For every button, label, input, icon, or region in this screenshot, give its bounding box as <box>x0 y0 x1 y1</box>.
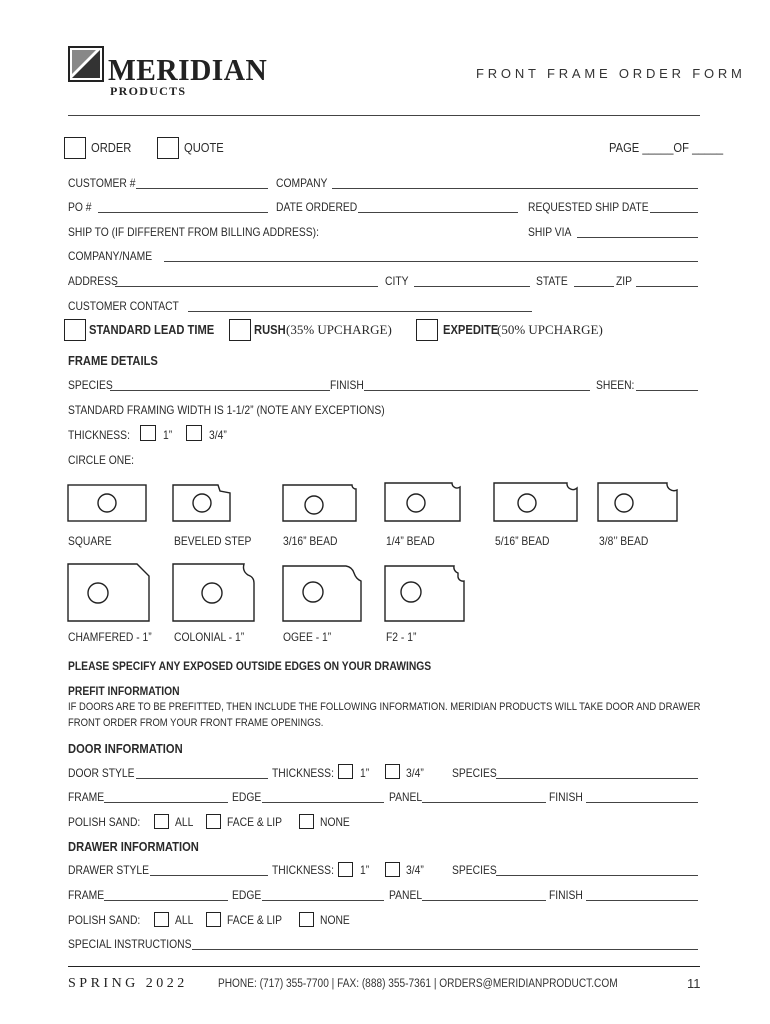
drawer-polish-all-checkbox[interactable] <box>154 912 169 927</box>
drawer-style-field[interactable] <box>150 875 268 876</box>
drawer-thickness-1-checkbox[interactable] <box>338 862 353 877</box>
profile-square-diagram[interactable] <box>67 484 149 524</box>
requested-ship-date-label: REQUESTED SHIP DATE <box>528 200 649 214</box>
door-panel-label: PANEL <box>389 790 423 804</box>
profile-f2-diagram[interactable] <box>384 565 468 623</box>
drawer-species-field[interactable] <box>496 875 698 876</box>
profile-label-beveled-step: BEVELED STEP <box>174 534 252 548</box>
drawer-polish-none-label: NONE <box>320 913 350 927</box>
frame-thickness-34-label: 3/4” <box>209 428 227 442</box>
footer-season: SPRING 2022 <box>68 976 188 991</box>
exposed-edges-note: PLEASE SPECIFY ANY EXPOSED OUTSIDE EDGES ON YOUR DRAWINGS <box>68 659 432 673</box>
date-ordered-label: DATE ORDERED <box>276 200 358 214</box>
prefit-text-2: FRONT ORDER FROM YOUR FRONT FRAME OPENINGS. <box>68 717 324 729</box>
drawer-thickness-34-label: 3/4” <box>406 863 424 877</box>
species-field[interactable] <box>110 390 330 391</box>
profile-label-5-16-bead: 5/16” BEAD <box>495 534 550 548</box>
door-polish-face-lip-checkbox[interactable] <box>206 814 221 829</box>
frame-thickness-1-label: 1” <box>163 428 173 442</box>
profile-label-3-16-bead: 3/16” BEAD <box>283 534 338 548</box>
standard-lead-time-label: STANDARD LEAD TIME <box>89 322 215 337</box>
address-field[interactable] <box>115 286 378 287</box>
state-label: STATE <box>536 274 568 288</box>
requested-ship-date-field[interactable] <box>650 212 698 213</box>
profile-beveled-step-diagram[interactable] <box>172 484 234 524</box>
profile-5-16-bead-diagram[interactable] <box>493 481 581 524</box>
drawer-thickness-label: THICKNESS: <box>272 863 334 877</box>
drawer-thickness-34-checkbox[interactable] <box>385 862 400 877</box>
door-polish-none-checkbox[interactable] <box>299 814 314 829</box>
brand-sub: PRODUCTS <box>110 84 187 98</box>
frame-thickness-label: THICKNESS: <box>68 428 130 442</box>
door-species-field[interactable] <box>496 778 698 779</box>
door-species-label: SPECIES <box>452 766 497 780</box>
drawer-edge-field[interactable] <box>262 900 384 901</box>
customer-no-field[interactable] <box>136 188 268 189</box>
rush-label: RUSH <box>254 322 286 337</box>
frame-details-heading: FRAME DETAILS <box>68 353 158 368</box>
finish-field[interactable] <box>364 390 590 391</box>
expedite-label: EXPEDITE <box>443 322 499 337</box>
rush-checkbox[interactable] <box>229 319 251 341</box>
profile-1-4-bead-diagram[interactable] <box>384 481 464 524</box>
door-thickness-1-label: 1” <box>360 766 370 780</box>
door-heading: DOOR INFORMATION <box>68 741 183 756</box>
form-title: FRONT FRAME ORDER FORM <box>476 66 746 81</box>
circle-one-label: CIRCLE ONE: <box>68 453 134 467</box>
header-rule <box>68 115 700 116</box>
profile-3-8-bead-diagram[interactable] <box>597 481 681 524</box>
door-thickness-34-checkbox[interactable] <box>385 764 400 779</box>
profile-3-16-bead-diagram[interactable] <box>282 484 360 524</box>
drawer-finish-field[interactable] <box>586 900 698 901</box>
date-ordered-field[interactable] <box>358 212 518 213</box>
drawer-species-label: SPECIES <box>452 863 497 877</box>
door-panel-field[interactable] <box>422 802 546 803</box>
profile-label-colonial: COLONIAL - 1” <box>174 630 245 644</box>
meridian-logo-mark <box>68 46 104 82</box>
ship-to-label: SHIP TO (IF DIFFERENT FROM BILLING ADDRESS): <box>68 225 319 239</box>
po-label: PO # <box>68 200 92 214</box>
profile-chamfered-diagram[interactable] <box>67 563 153 623</box>
door-frame-label: FRAME <box>68 790 105 804</box>
drawer-frame-label: FRAME <box>68 888 105 902</box>
drawer-polish-all-label: ALL <box>175 913 194 927</box>
sheen-label: SHEEN: <box>596 378 635 392</box>
finish-label: FINISH <box>330 378 364 392</box>
door-thickness-label: THICKNESS: <box>272 766 334 780</box>
standard-width-note: STANDARD FRAMING WIDTH IS 1-1/2” (NOTE ANY EXCEPTIONS) <box>68 403 385 417</box>
customer-contact-label: CUSTOMER CONTACT <box>68 299 179 313</box>
drawer-polish-face-lip-checkbox[interactable] <box>206 912 221 927</box>
drawer-finish-label: FINISH <box>549 888 583 902</box>
order-label: ORDER <box>91 140 132 155</box>
door-style-field[interactable] <box>136 778 268 779</box>
customer-no-label: CUSTOMER # <box>68 176 136 190</box>
door-finish-field[interactable] <box>586 802 698 803</box>
standard-lead-time-checkbox[interactable] <box>64 319 86 341</box>
door-edge-field[interactable] <box>262 802 384 803</box>
door-edge-label: EDGE <box>232 790 262 804</box>
door-thickness-34-label: 3/4” <box>406 766 424 780</box>
species-label: SPECIES <box>68 378 113 392</box>
page-of-label: PAGE _____OF _____ <box>609 140 724 155</box>
profile-label-f2: F2 - 1” <box>386 630 417 644</box>
drawer-polish-face-lip-label: FACE & LIP <box>227 913 283 927</box>
customer-contact-field[interactable] <box>188 311 532 312</box>
frame-thickness-1-checkbox[interactable] <box>140 425 156 441</box>
door-thickness-1-checkbox[interactable] <box>338 764 353 779</box>
page-number: 11 <box>687 976 701 991</box>
expedite-note: (50% UPCHARGE) <box>497 322 603 337</box>
special-instructions-field[interactable] <box>192 949 698 950</box>
drawer-thickness-1-label: 1” <box>360 863 370 877</box>
drawer-style-label: DRAWER STYLE <box>68 863 150 877</box>
company-label: COMPANY <box>276 176 328 190</box>
drawer-polish-none-checkbox[interactable] <box>299 912 314 927</box>
quote-label: QUOTE <box>184 140 224 155</box>
company-name-field[interactable] <box>164 261 698 262</box>
door-style-label: DOOR STYLE <box>68 766 135 780</box>
profile-label-3-8-bead: 3/8’’ BEAD <box>599 534 649 548</box>
special-instructions-label: SPECIAL INSTRUCTIONS <box>68 937 192 951</box>
expedite-checkbox[interactable] <box>416 319 438 341</box>
brand-name: MERIDIAN <box>108 52 268 87</box>
quote-checkbox[interactable] <box>157 137 179 159</box>
prefit-text-1: IF DOORS ARE TO BE PREFITTED, THEN INCLUDE THE FOLLOWING INFORMATION. MERIDIAN PRODUCTS WILL TAKE DOOR AND DRAWER <box>68 701 701 713</box>
drawer-heading: DRAWER INFORMATION <box>68 839 199 854</box>
drawer-panel-label: PANEL <box>389 888 423 902</box>
door-polish-none-label: NONE <box>320 815 350 829</box>
city-label: CITY <box>385 274 409 288</box>
ship-via-field[interactable] <box>577 237 698 238</box>
rush-note: (35% UPCHARGE) <box>286 322 392 337</box>
profile-label-chamfered: CHAMFERED - 1” <box>68 630 152 644</box>
drawer-panel-field[interactable] <box>422 900 546 901</box>
profile-label-square: SQUARE <box>68 534 112 548</box>
state-field[interactable] <box>574 286 614 287</box>
door-polish-face-lip-label: FACE & LIP <box>227 815 283 829</box>
prefit-heading: PREFIT INFORMATION <box>68 684 180 698</box>
order-checkbox[interactable] <box>64 137 86 159</box>
drawer-polish-sand-label: POLISH SAND: <box>68 913 141 927</box>
address-label: ADDRESS <box>68 274 118 288</box>
door-polish-sand-label: POLISH SAND: <box>68 815 141 829</box>
footer-rule <box>68 966 700 967</box>
ship-via-label: SHIP VIA <box>528 225 572 239</box>
po-field[interactable] <box>98 212 268 213</box>
profile-label-1-4-bead: 1/4” BEAD <box>386 534 435 548</box>
profile-ogee-diagram[interactable] <box>282 565 364 623</box>
footer-contact: PHONE: (717) 355-7700 | FAX: (888) 355-7361 | ORDERS@MERIDIANPRODUCT.COM <box>218 978 618 990</box>
city-field[interactable] <box>414 286 530 287</box>
door-finish-label: FINISH <box>549 790 583 804</box>
profile-colonial-diagram[interactable] <box>172 563 258 623</box>
drawer-frame-field[interactable] <box>104 900 228 901</box>
door-polish-all-checkbox[interactable] <box>154 814 169 829</box>
company-name-label: COMPANY/NAME <box>68 249 153 263</box>
frame-thickness-34-checkbox[interactable] <box>186 425 202 441</box>
profile-label-ogee: OGEE - 1” <box>283 630 332 644</box>
door-polish-all-label: ALL <box>175 815 194 829</box>
door-frame-field[interactable] <box>104 802 228 803</box>
company-field[interactable] <box>332 188 698 189</box>
zip-label: ZIP <box>616 274 633 288</box>
zip-field[interactable] <box>636 286 698 287</box>
drawer-edge-label: EDGE <box>232 888 262 902</box>
sheen-field[interactable] <box>636 390 698 391</box>
